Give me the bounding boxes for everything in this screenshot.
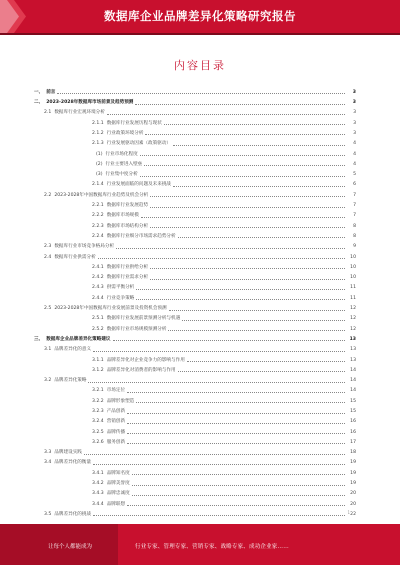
toc-entry-title: 数据库行业需求分析 xyxy=(106,275,149,281)
toc-entry-page: 12 xyxy=(350,306,356,312)
toc-entry-number: 3.5 xyxy=(44,511,52,517)
footer-roles: 行业专家、管理专家、营销专家、战略专家、成功企业家…… xyxy=(135,544,289,550)
toc-entry-title: 2023-2028年中国数据库行业趋势及机会分析 xyxy=(54,192,149,198)
toc-entry[interactable] xyxy=(34,476,356,486)
toc-entry[interactable] xyxy=(34,178,356,188)
toc-dot-leader xyxy=(182,320,345,321)
toc-entry-title: 品牌知名度 xyxy=(106,470,130,476)
toc-entry-page: 20 xyxy=(350,501,356,507)
toc-entry[interactable] xyxy=(34,106,356,116)
toc-entry-number: 3.4.2 xyxy=(92,481,104,487)
toc-entry-number: 2.2 xyxy=(44,192,52,198)
toc-entry-number: 3.1.2 xyxy=(92,367,104,373)
toc-entry-title: 品牌传播 xyxy=(106,429,126,435)
toc-entry-page: 4 xyxy=(353,141,356,147)
toc-entry-title: 2023-2028年中国数据库行业发展前景及投资机会预测 xyxy=(54,306,167,312)
toc-entry-number: 3.2 xyxy=(44,378,52,384)
toc-dot-leader xyxy=(150,196,345,197)
toc-entry-number: (2) xyxy=(96,161,103,167)
toc-dot-leader xyxy=(150,227,345,228)
toc-entry-title: 数据库行业宏观环境分析 xyxy=(54,110,105,116)
toc-entry[interactable] xyxy=(34,497,356,507)
toc-entry[interactable] xyxy=(34,147,356,157)
toc-entry-page: 10 xyxy=(350,264,356,270)
toc-entry-page: 3 xyxy=(352,100,356,106)
toc-dot-leader xyxy=(136,299,345,300)
toc-entry-title: 行业发展驱动因素（政策驱动） xyxy=(106,141,172,147)
toc-entry-title: 行业竞争策略 xyxy=(106,295,135,301)
toc-entry-title: 数据库市场结构分析 xyxy=(106,223,149,229)
toc-entry-number: 2.4.1 xyxy=(92,264,104,270)
toc-entry-page: 8 xyxy=(353,223,356,229)
toc-dot-leader xyxy=(116,248,345,249)
toc-entry[interactable] xyxy=(34,353,356,363)
toc-entry[interactable] xyxy=(34,487,356,497)
toc-entry-number: 三、 xyxy=(34,336,44,342)
toc-entry-title: 品牌美誉度 xyxy=(106,481,130,487)
toc-entry[interactable] xyxy=(34,188,356,198)
report-header xyxy=(0,0,400,33)
toc-entry-page: 6 xyxy=(353,182,356,188)
toc-entry-title: 产品创新 xyxy=(106,409,126,414)
toc-entry-number: 2.5.1 xyxy=(92,316,104,322)
toc-entry-number: 2.2.1 xyxy=(92,203,104,209)
toc-entry-page: 15 xyxy=(350,409,356,414)
toc-entry-number: 2.4 xyxy=(44,254,52,260)
toc-entry-title: 数据库行业市场竞争格局分析 xyxy=(54,244,115,250)
toc-entry[interactable] xyxy=(34,291,356,301)
toc-entry-page: 3 xyxy=(353,130,356,136)
toc-entry-title: 品牌差异化对消费者的影响与作用 xyxy=(106,367,176,373)
toc-entry-number: 2.1.1 xyxy=(92,120,104,126)
toc-entry[interactable] xyxy=(34,322,356,332)
toc-entry-number: 2.4.3 xyxy=(92,285,104,291)
toc-dot-leader xyxy=(132,495,345,496)
toc-entry-number: 二、 xyxy=(34,100,44,106)
toc-entry-number: 3.1 xyxy=(44,347,52,353)
toc-entry-number: 3.4.3 xyxy=(92,491,104,497)
toc-entry[interactable] xyxy=(34,95,356,105)
toc-entry-title: 数据库行业市场规模预测分析 xyxy=(106,326,167,332)
toc-entry-number: 3.2.3 xyxy=(92,409,104,414)
toc-dot-leader xyxy=(127,413,345,414)
toc-dot-leader xyxy=(93,464,345,465)
toc-entry-page: 7 xyxy=(353,203,356,209)
toc-entry-title: 数据库行业供给分析 xyxy=(106,264,149,270)
toc-entry-number: 2.4.2 xyxy=(92,275,104,281)
toc-entry-number: 2.4.4 xyxy=(92,295,104,301)
toc-dot-leader xyxy=(150,268,345,269)
toc-dot-leader xyxy=(173,145,345,146)
toc-entry-number: 2.2.4 xyxy=(92,233,104,239)
toc-entry-number: 一、 xyxy=(34,89,44,95)
toc-entry-number: 2.1.2 xyxy=(92,130,104,136)
toc-entry-number: 2.5.2 xyxy=(92,326,104,332)
toc-dot-leader xyxy=(136,402,345,403)
toc-entry[interactable] xyxy=(34,136,356,146)
toc-entry-title: 供需平衡分析 xyxy=(106,285,135,291)
toc-dot-leader xyxy=(88,382,345,383)
toc-entry-number: 3.1.1 xyxy=(92,357,104,363)
toc-dot-leader xyxy=(107,114,345,115)
toc-entry-number: 3.2.5 xyxy=(92,429,104,435)
toc-entry-page: 12 xyxy=(350,316,356,322)
toc-entry[interactable] xyxy=(34,167,356,177)
toc-dot-leader xyxy=(150,207,345,208)
toc-entry[interactable] xyxy=(34,415,356,425)
toc-entry-number: 3.2.4 xyxy=(92,419,104,425)
toc-entry-number: 3.4.1 xyxy=(92,470,104,476)
toc-entry-title: 数据库行业发展前景预测分析与机遇 xyxy=(106,316,181,322)
toc-entry-title: 数据库企业品牌差异化策略建议 xyxy=(46,336,111,342)
toc-entry-title: 服务创新 xyxy=(106,439,126,445)
toc-entry[interactable] xyxy=(34,209,356,219)
toc-entry-title: 数据库行业细分市场需求趋势分析 xyxy=(106,233,176,239)
toc-entry[interactable] xyxy=(34,445,356,455)
toc-dot-leader xyxy=(98,258,345,259)
toc-entry-page: 11 xyxy=(350,295,356,301)
toc-entry[interactable] xyxy=(34,229,356,239)
toc-dot-leader xyxy=(57,93,345,94)
footer-slogan: 让每个人都能成为 xyxy=(48,544,93,550)
toc-entry-page: 18 xyxy=(350,450,356,456)
toc-entry-page: 11 xyxy=(350,285,356,291)
toc-entry-title: 品牌差异化策略 xyxy=(54,378,87,384)
toc-entry-number: 3.2.6 xyxy=(92,439,104,445)
toc-entry-number: 3.3 xyxy=(44,450,52,456)
toc-entry-page: 14 xyxy=(350,388,356,394)
toc-entry-number: 3.4 xyxy=(44,460,52,466)
toc-entry-title: 行业市场化程度 xyxy=(105,151,138,157)
toc-dot-leader xyxy=(187,361,345,362)
toc-entry-title: 品牌联想 xyxy=(106,501,126,507)
toc-entry[interactable] xyxy=(34,198,356,208)
toc-entry-title: 行业政策环境分析 xyxy=(106,130,144,136)
toc-entry[interactable] xyxy=(34,384,356,394)
toc-entry-page: 16 xyxy=(350,429,356,435)
toc-entry[interactable] xyxy=(34,126,356,136)
toc-entry[interactable] xyxy=(34,332,356,342)
toc-entry[interactable] xyxy=(34,466,356,476)
toc-dot-leader xyxy=(164,124,345,125)
toc-dot-leader xyxy=(140,176,345,177)
toc-entry-title: 行业发展面临的问题及未来挑战 xyxy=(106,182,172,188)
toc-entry-title: 营销创新 xyxy=(106,419,126,425)
toc-dot-leader xyxy=(178,371,345,372)
toc-entry-page: 7 xyxy=(353,213,356,219)
toc-entry-number: 2.1 xyxy=(44,110,52,116)
toc-dot-leader xyxy=(132,474,345,475)
toc-entry-title: 品牌差异化的衡量 xyxy=(54,460,92,466)
toc-dot-leader xyxy=(141,217,345,218)
toc-entry-page: 16 xyxy=(350,419,356,425)
toc-entry[interactable] xyxy=(34,363,356,373)
toc-entry-title: 品牌忠诚度 xyxy=(106,491,130,497)
toc-entry-page: 12 xyxy=(350,326,356,332)
toc-entry-number: 2.2.3 xyxy=(92,223,104,229)
toc-entry-title: 数据库行业发展历程与现状 xyxy=(106,120,162,126)
toc-entry[interactable] xyxy=(34,219,356,229)
toc-entry-page: 7 xyxy=(353,192,356,198)
toc-entry-page: 8 xyxy=(353,233,356,239)
toc-dot-leader xyxy=(140,155,345,156)
report-title: 数据库企业品牌差异化策略研究报告 xyxy=(104,9,296,23)
toc-entry-page: 15 xyxy=(350,398,356,404)
toc-dot-leader xyxy=(93,515,345,516)
toc-dot-leader xyxy=(93,351,345,352)
toc-dot-leader xyxy=(127,392,345,393)
toc-entry-page: 3 xyxy=(353,110,356,116)
toc-entry-number: 2.5 xyxy=(44,306,52,312)
toc-entry[interactable] xyxy=(34,116,356,126)
toc-dot-leader xyxy=(135,104,345,105)
toc-entry[interactable] xyxy=(34,250,356,260)
toc-entry[interactable] xyxy=(34,425,356,435)
toc-entry-title: 数据库行业供需分析 xyxy=(54,254,96,260)
toc-entry-page: 4 xyxy=(353,161,356,167)
toc-entry-page: 13 xyxy=(349,336,356,342)
toc-entry-page: 19 xyxy=(350,470,356,476)
toc-entry-page: 19 xyxy=(350,481,356,487)
toc-title: 内容目录 xyxy=(174,59,226,72)
toc-entry-page: 10 xyxy=(350,275,356,281)
toc-entry-title: 数据库行业发展趋势 xyxy=(106,203,149,209)
toc-dot-leader xyxy=(113,340,345,341)
toc-entry-number: 2.1.4 xyxy=(92,182,104,188)
toc-entry-page: 17 xyxy=(350,439,356,445)
toc-entry-page: 5 xyxy=(353,172,356,178)
toc-entry[interactable] xyxy=(34,239,356,249)
toc-entry-page: 3 xyxy=(353,120,356,126)
report-footer xyxy=(0,524,400,565)
toc-entry[interactable] xyxy=(34,435,356,445)
toc-entry-number: 3.2.1 xyxy=(92,388,104,394)
toc-entry-page: 19 xyxy=(350,460,356,466)
toc-entry-page: 10 xyxy=(350,254,356,260)
toc-entry-page: 14 xyxy=(350,378,356,384)
toc-dot-leader xyxy=(127,433,345,434)
toc-entry[interactable] xyxy=(34,157,356,167)
toc-entry-number: 2.2.2 xyxy=(92,213,104,219)
toc-entry[interactable] xyxy=(34,456,356,466)
toc-entry-title: 品牌形象塑造 xyxy=(106,398,135,404)
toc-entry[interactable] xyxy=(34,373,356,383)
toc-entry-title: 数据库市场规模 xyxy=(106,213,139,219)
toc-entry[interactable] xyxy=(34,85,356,95)
toc-entry-page: 20 xyxy=(350,491,356,497)
toc-dot-leader xyxy=(145,134,345,135)
toc-dot-leader xyxy=(150,279,345,280)
toc-entry[interactable] xyxy=(34,270,356,280)
toc-entry-page: 22 xyxy=(350,511,356,517)
toc-dot-leader xyxy=(168,330,345,331)
toc-dot-leader xyxy=(84,454,345,455)
toc-entry-number: (1) xyxy=(96,151,103,157)
toc-entry-number: 3.4.4 xyxy=(92,501,104,507)
header-divider xyxy=(0,33,400,35)
toc-entry-title: 品牌差异化的意义 xyxy=(54,347,92,353)
toc-entry[interactable] xyxy=(34,312,356,322)
toc-entry-number: (3) xyxy=(96,172,103,178)
toc-entry[interactable] xyxy=(34,260,356,270)
toc-entry-title: 前言 xyxy=(46,89,56,95)
toc-entry-number: 2.3 xyxy=(44,244,52,250)
toc-entry-page: 14 xyxy=(350,367,356,373)
toc-entry[interactable] xyxy=(34,301,356,311)
toc-dot-leader xyxy=(132,485,345,486)
toc-entry-title: 2023-2028年数据库市场前景及趋势预测 xyxy=(46,100,134,106)
toc-entry[interactable] xyxy=(34,342,356,352)
toc-entry-page: 9 xyxy=(353,244,356,250)
toc-entry-title: 市场定位 xyxy=(106,388,126,394)
toc-entry[interactable] xyxy=(34,404,356,414)
toc-entry-number: 2.1.3 xyxy=(92,141,104,147)
toc-dot-leader xyxy=(144,165,345,166)
toc-entry-title: 品牌差异化对企业竞争力的影响与作用 xyxy=(106,357,185,363)
toc-entry-page: 13 xyxy=(350,347,356,353)
toc-dot-leader xyxy=(173,186,345,187)
toc-entry-title: 品牌建设实践 xyxy=(54,450,82,456)
toc-dot-leader xyxy=(127,443,345,444)
toc-dot-leader xyxy=(178,237,345,238)
page-number: 1 xyxy=(347,510,350,515)
toc-entry-page: 4 xyxy=(353,151,356,157)
toc-dot-leader xyxy=(127,423,345,424)
toc-entry-title: 行业主要进入壁垒 xyxy=(105,161,143,167)
toc-entry-title: 行业集中度分析 xyxy=(105,172,138,178)
toc-entry[interactable] xyxy=(34,281,356,291)
toc-dot-leader xyxy=(169,310,345,311)
toc-entry[interactable] xyxy=(34,507,356,517)
toc-entry-page: 13 xyxy=(350,357,356,363)
toc-entry-number: 3.2.2 xyxy=(92,398,104,404)
toc-entry-title: 品牌差异化的挑战 xyxy=(54,511,92,517)
table-of-contents xyxy=(34,85,356,517)
toc-entry[interactable] xyxy=(34,394,356,404)
toc-dot-leader xyxy=(127,505,345,506)
toc-entry-page: 3 xyxy=(352,89,356,95)
toc-dot-leader xyxy=(136,289,345,290)
